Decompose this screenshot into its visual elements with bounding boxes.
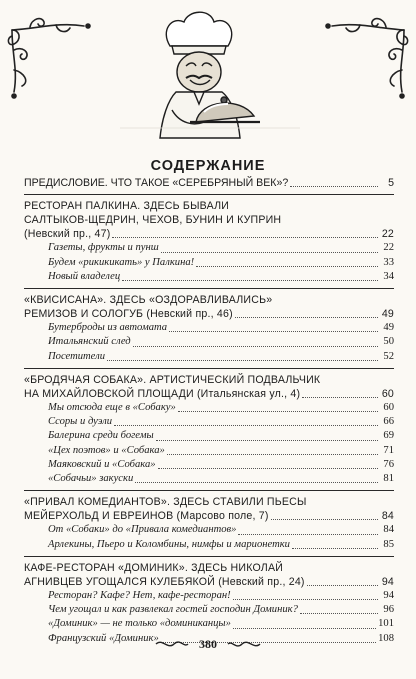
leader-dots (107, 360, 378, 361)
toc-entry-page: 34 (383, 270, 394, 282)
toc-entry[interactable] (24, 429, 394, 443)
heading-line: «ПРИВАЛ КОМЕДИАНТОВ». ЗДЕСЬ СТАВИЛИ ПЬЕСЫ (24, 496, 307, 509)
toc-entry-title: Ресторан? Кафе? Нет, кафе-ресторан! (48, 590, 231, 602)
header-illustration (0, 0, 416, 140)
toc-entry[interactable] (24, 603, 394, 617)
leader-dots (135, 482, 378, 483)
toc-entry[interactable] (24, 335, 394, 349)
toc-entry-page: 52 (383, 350, 394, 362)
toc-section-heading[interactable] (24, 369, 394, 401)
toc-entry[interactable] (24, 538, 394, 552)
chef-illustration-icon (160, 12, 260, 138)
footer-left-ornament-icon (154, 638, 190, 650)
toc-section (24, 195, 394, 284)
leader-dots (167, 454, 378, 455)
toc-entry-page: 69 (383, 430, 394, 442)
toc-entry-page: 49 (383, 322, 394, 334)
toc-entry-title: Маяковский и «Собака» (48, 458, 156, 470)
toc-entry[interactable] (24, 401, 394, 415)
toc-entry-title: Итальянский след (48, 336, 131, 348)
heading-line: «КВИСИСАНА». ЗДЕСЬ «ОЗДОРАВЛИВАЛИСЬ» (24, 294, 273, 307)
leader-dots (302, 397, 378, 398)
toc-entry-title: Бутерброды из автомата (48, 322, 168, 334)
toc-section-page: 49 (381, 308, 394, 321)
leader-dots (112, 237, 378, 238)
toc-entry-title: Балерина среди богемы (48, 430, 154, 442)
heading-line: «БРОДЯЧАЯ СОБАКА». АРТИСТИЧЕСКИЙ ПОДВАЛЬЧИК (24, 373, 321, 386)
toc-entry-page: 71 (383, 444, 394, 456)
footer-right-ornament-icon (226, 638, 262, 650)
toc-section (24, 557, 394, 646)
leader-dots (156, 440, 378, 441)
page-title: СОДЕРЖАНИЕ (150, 157, 266, 174)
leader-dots (233, 628, 376, 629)
toc-entry[interactable] (24, 472, 394, 486)
toc-entry-title: Французский «Доминик» (48, 632, 159, 644)
toc-entry-title: Ссоры и дуэли (48, 416, 113, 428)
leader-dots (235, 317, 378, 318)
page-footer (0, 636, 416, 656)
leader-dots (300, 613, 378, 614)
heading-last-line (24, 575, 394, 589)
toc-entry[interactable] (24, 444, 394, 458)
leader-dots (178, 411, 378, 412)
leader-dots (158, 468, 378, 469)
heading-last-line (24, 307, 394, 321)
toc-entry[interactable] (24, 523, 394, 537)
toc-entry[interactable] (24, 321, 394, 335)
heading-line: РЕСТОРАН ПАЛКИНА. ЗДЕСЬ БЫВАЛИ (24, 200, 230, 213)
page-number: 380 (199, 636, 217, 651)
toc-entry-title: Новый владелец (48, 270, 121, 282)
toc-entry[interactable] (24, 458, 394, 472)
decorative-header-svg (0, 0, 416, 140)
leader-dots (290, 186, 378, 187)
toc-entry-page: 101 (378, 618, 394, 630)
leader-dots (238, 534, 378, 535)
toc-section-heading[interactable] (24, 195, 394, 241)
left-corner-ornament-icon (8, 19, 90, 98)
toc-entry-page: 76 (383, 458, 394, 470)
heading-line: САЛТЫКОВ-ЩЕДРИН, ЧЕХОВ, БУНИН И КУПРИН (24, 214, 282, 227)
toc-preface-title: ПРЕДИСЛОВИЕ. ЧТО ТАКОЕ «СЕРЕБРЯНЫЙ ВЕК»? (24, 177, 289, 189)
toc-section-page: 22 (381, 228, 394, 241)
leader-dots (161, 252, 378, 253)
toc-entry-title: Мы отсюда еще в «Собаку» (48, 402, 176, 414)
toc-entry[interactable] (24, 350, 394, 364)
toc-section-heading[interactable] (24, 289, 394, 321)
leader-dots (307, 585, 378, 586)
toc-entry[interactable] (24, 589, 394, 603)
toc-entry-title: Чем угощал и как развлекал гостей господин Доминик? (48, 604, 298, 616)
toc-entry-page: 81 (383, 473, 394, 485)
leader-dots (271, 519, 378, 520)
table-of-contents (24, 176, 394, 646)
leader-dots (169, 331, 378, 332)
toc-entry[interactable] (24, 241, 394, 255)
toc-section-heading[interactable] (24, 491, 394, 523)
toc-entry-page: 85 (383, 538, 394, 550)
toc-section (24, 289, 394, 364)
heading-line: (Невский пр., 47) (24, 228, 111, 241)
leader-dots (122, 280, 378, 281)
toc-entry-title: «Цех поэтов» и «Собака» (48, 444, 165, 456)
heading-last-line (24, 387, 394, 401)
toc-entry-page: 108 (378, 632, 394, 644)
toc-preface-page: 5 (388, 177, 394, 189)
toc-section-page: 84 (381, 510, 394, 523)
heading-line: НА МИХАЙЛОВСКОЙ ПЛОЩАДИ (Итальянская ул., 4) (24, 387, 301, 400)
heading-line: АГНИВЦЕВ УГОЩАЛСЯ КУЛЕБЯКОЙ (Невский пр., 24) (24, 575, 305, 588)
toc-entry[interactable] (24, 256, 394, 270)
heading-last-line (24, 227, 394, 241)
heading-line: КАФЕ-РЕСТОРАН «ДОМИНИК». ЗДЕСЬ НИКОЛАЙ (24, 561, 284, 574)
leader-dots (196, 266, 378, 267)
toc-entry-page: 94 (383, 590, 394, 602)
toc-entry-title: От «Собаки» до «Привала комедиантов» (48, 524, 237, 536)
toc-entry-title: «Собачьи» закуски (48, 473, 134, 485)
toc-section (24, 491, 394, 552)
toc-entry-page: 60 (383, 402, 394, 414)
toc-entry[interactable] (24, 415, 394, 429)
toc-section-page: 94 (381, 575, 394, 588)
toc-section-page: 60 (381, 387, 394, 400)
toc-entry-page: 96 (383, 604, 394, 616)
leader-dots (292, 548, 378, 549)
toc-entry-page: 66 (383, 416, 394, 428)
leader-dots (233, 599, 378, 600)
leader-dots (114, 425, 378, 426)
toc-entry[interactable] (24, 617, 394, 631)
toc-entry-title: Арлекины, Пьеро и Коломбины, нимфы и марионетки (48, 538, 290, 550)
toc-entry-title: Будем «рикикикать» у Палкина! (48, 256, 195, 268)
heading-last-line (24, 509, 394, 523)
toc-entry-page: 84 (383, 524, 394, 536)
toc-entry-page: 50 (383, 336, 394, 348)
toc-section-heading[interactable] (24, 557, 394, 589)
heading-line: РЕМИЗОВ И СОЛОГУБ (Невский пр., 46) (24, 308, 233, 321)
leader-dots (133, 346, 378, 347)
right-corner-ornament-icon (326, 19, 408, 98)
heading-line: МЕЙЕРХОЛЬД И ЕВРЕИНОВ (Марсово поле, 7) (24, 510, 269, 523)
toc-entry-page: 33 (383, 256, 394, 268)
toc-entry-title: «Доминик» — не только «доминиканцы» (48, 618, 231, 630)
toc-preface[interactable] (24, 176, 394, 190)
toc-entry[interactable] (24, 270, 394, 284)
toc-section (24, 369, 394, 486)
toc-entry-title: Посетители (48, 350, 106, 362)
toc-entry-page: 22 (383, 242, 394, 254)
toc-entry-title: Газеты, фрукты и пунш (48, 242, 159, 254)
